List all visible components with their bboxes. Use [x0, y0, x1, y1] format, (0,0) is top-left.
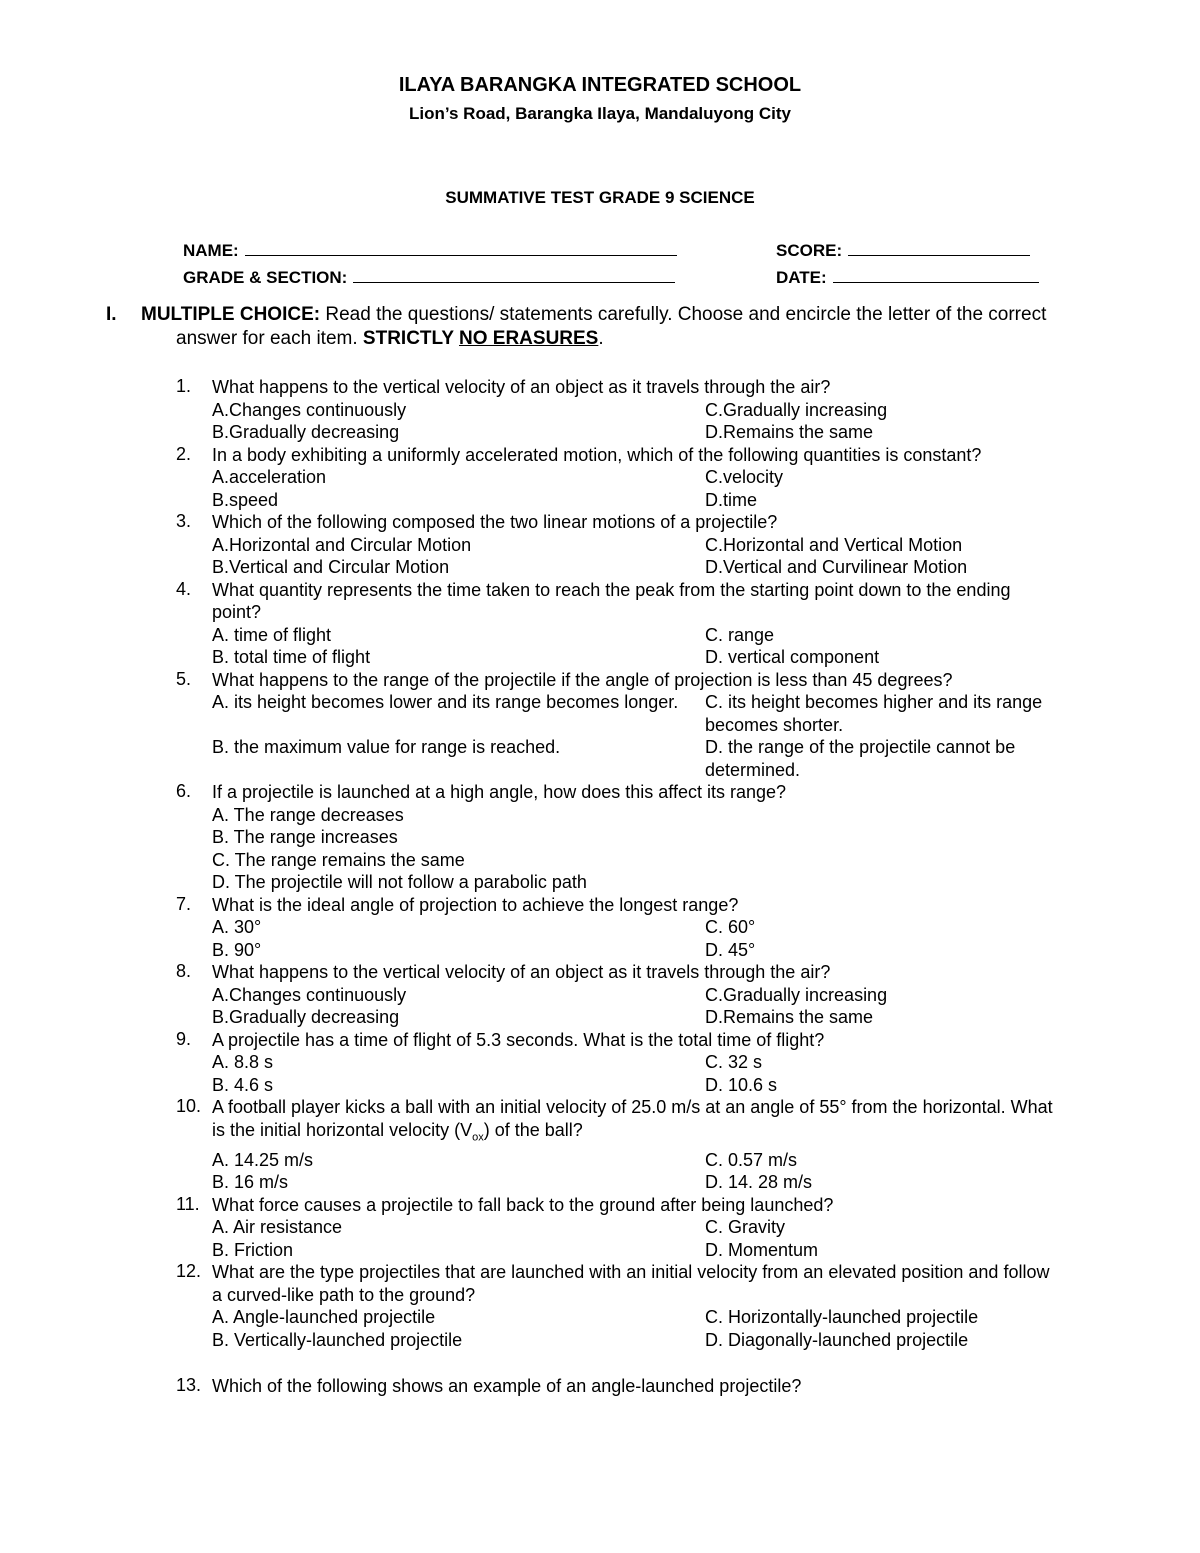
question-number: 1. [176, 376, 192, 396]
answer-option[interactable]: B.Gradually decreasing [212, 1007, 400, 1027]
option-row [212, 556, 1056, 579]
answer-options [212, 534, 1056, 579]
answer-option[interactable]: D. vertical component [705, 647, 880, 667]
name-label: NAME: [183, 241, 239, 260]
answer-options [212, 916, 1056, 961]
question-number: 6. [176, 781, 192, 801]
question-text: What happens to the vertical velocity of an object as it travels through the air? [212, 377, 831, 397]
answer-option[interactable]: A.acceleration [212, 467, 327, 487]
date-field[interactable] [776, 267, 1039, 288]
question-number: 5. [176, 668, 192, 689]
answer-options [212, 804, 1056, 894]
date-blank[interactable] [833, 267, 1039, 283]
option-row [212, 984, 1056, 1007]
answer-option[interactable]: B.Gradually decreasing [212, 422, 400, 442]
score-label: SCORE: [776, 241, 843, 260]
answer-options [212, 624, 1056, 669]
answer-option[interactable]: A.Horizontal and Circular Motion [212, 534, 472, 555]
answer-option[interactable]: D. The projectile will not follow a parabolic path [212, 872, 587, 892]
score-blank[interactable] [848, 240, 1030, 256]
question-number: 12. [176, 1261, 202, 1282]
option-row [212, 1171, 1056, 1194]
option-row [212, 916, 1056, 939]
question-text: A football player kicks a ball with an initial velocity of 25.0 m/s at an angle of 55° from the horizontal. What is the initial horizontal velocity $(V_{ox})$ of the ball? [212, 1097, 1053, 1144]
answer-option[interactable]: C.velocity [705, 467, 784, 487]
answer-options [212, 984, 1056, 1029]
question-number: 10. [176, 1096, 202, 1116]
name-blank[interactable] [245, 240, 677, 256]
question-item [176, 444, 1056, 512]
option-row [212, 1216, 1056, 1239]
answer-option[interactable]: D.Remains the same [705, 1007, 874, 1027]
question-item [176, 961, 1056, 1029]
question-item [176, 1029, 1056, 1097]
test-title: SUMMATIVE TEST GRADE 9 SCIENCE [445, 188, 755, 207]
section-heading: MULTIPLE CHOICE: [141, 304, 321, 325]
answer-option[interactable]: B. total time of flight [212, 647, 371, 667]
score-field[interactable] [776, 240, 1030, 261]
name-field[interactable] [183, 240, 677, 261]
question-item [176, 579, 1056, 669]
answer-option[interactable]: C. Gravity [705, 1217, 786, 1238]
no-erasures-label: NO ERASURES [459, 328, 599, 349]
question-text: Which of the following composed the two linear motions of a projectile? [212, 512, 778, 532]
question-item [176, 894, 1056, 962]
spacer [0, 1351, 1200, 1375]
answer-option[interactable]: A.Changes continuously [212, 984, 407, 1005]
question-number: 2. [176, 443, 192, 464]
answer-option[interactable]: B. Vertically-launched projectile [212, 1329, 463, 1350]
answer-option[interactable]: A. Angle-launched projectile [212, 1307, 436, 1328]
answer-option[interactable]: A. its height becomes lower and its range becomes longer. [212, 692, 679, 712]
answer-option[interactable]: D. Diagonally-launched projectile [705, 1329, 969, 1350]
option-row [212, 624, 1056, 647]
question-item [176, 1194, 1056, 1262]
answer-option[interactable]: C.Gradually increasing [705, 399, 888, 420]
answer-option[interactable]: A. 14.25 m/s [212, 1149, 314, 1170]
question-number: 7. [176, 893, 192, 914]
option-row [212, 1006, 1056, 1029]
option-row [212, 534, 1056, 557]
question-number: 8. [176, 961, 192, 981]
answer-option[interactable]: B.Vertical and Circular Motion [212, 557, 450, 577]
question-text: If a projectile is launched at a high angle, how does this affect its range? [212, 782, 787, 802]
option-row [212, 1329, 1056, 1352]
answer-option[interactable]: D. 14. 28 m/s [705, 1172, 813, 1193]
question-text: What is the ideal angle of projection to achieve the longest range? [212, 894, 739, 915]
subscript: ox [472, 1131, 484, 1144]
answer-option[interactable]: B. The range increases [212, 827, 398, 847]
question-item [176, 511, 1056, 579]
answer-option[interactable]: D. 10.6 s [705, 1074, 778, 1095]
question-text: What are the type projectiles that are launched with an initial velocity from an elevated position and follow a curved-like path to the ground? [212, 1262, 1050, 1305]
question-number: 4. [176, 578, 192, 599]
answer-option[interactable]: B. 16 m/s [212, 1172, 289, 1193]
question-number: 13. [176, 1375, 202, 1396]
answer-option[interactable]: B. 90° [212, 939, 262, 960]
question-text: What force causes a projectile to fall back to the ground after being launched? [212, 1194, 834, 1215]
school-address: Lion’s Road, Barangka Ilaya, Mandaluyong City [409, 104, 791, 123]
answer-options [212, 1149, 1056, 1194]
question-number: 3. [176, 511, 192, 531]
option-row [212, 1074, 1056, 1097]
option-row [212, 1239, 1056, 1262]
question-text: What happens to the vertical velocity of an object as it travels through the air? [212, 962, 831, 982]
answer-option[interactable]: B. 4.6 s [212, 1074, 274, 1095]
option-row [212, 489, 1056, 512]
answer-options [212, 691, 1056, 781]
option-row [212, 421, 1056, 444]
answer-option[interactable]: D. Momentum [705, 1239, 819, 1260]
answer-option[interactable]: B.speed [212, 489, 279, 510]
school-name: ILAYA BARANGKA INTEGRATED SCHOOL [398, 74, 802, 96]
answer-option[interactable]: C. Horizontally-launched projectile [705, 1307, 979, 1328]
question-number: 11. [176, 1193, 200, 1214]
grade-section-label: GRADE & SECTION: [183, 268, 348, 287]
answer-option[interactable]: D.Vertical and Curvilinear Motion [705, 557, 968, 577]
question-item [176, 781, 1056, 894]
answer-option[interactable]: A. Air resistance [212, 1217, 343, 1238]
answer-option[interactable]: C.Gradually increasing [705, 984, 888, 1005]
option-row [212, 646, 1056, 669]
question-number: 9. [176, 1028, 192, 1049]
option-row [212, 1149, 1056, 1172]
option-row [212, 399, 1056, 422]
answer-options [212, 399, 1056, 444]
answer-option[interactable]: C. 32 s [705, 1052, 763, 1072]
question-item [176, 376, 1056, 444]
answer-option[interactable]: A. time of flight [212, 624, 332, 645]
question-item [176, 1261, 1056, 1351]
answer-option[interactable]: C. 60° [705, 917, 756, 937]
answer-option[interactable]: C. its height becomes higher and its range becomes shorter. [705, 692, 1043, 735]
answer-option[interactable]: C. 0.57 m/s [705, 1149, 798, 1170]
question-list [0, 376, 1200, 1398]
answer-option[interactable]: B. Friction [212, 1239, 294, 1260]
strictly-label: STRICTLY [362, 328, 459, 349]
answer-options [212, 1306, 1056, 1351]
answer-option[interactable]: D. 45° [705, 939, 756, 960]
grade-section-blank[interactable] [353, 267, 675, 283]
question-item [176, 1096, 1056, 1194]
question-item [176, 1375, 1056, 1398]
answer-option[interactable]: A.Changes continuously [212, 399, 407, 420]
date-label: DATE: [776, 268, 827, 287]
answer-option[interactable]: D.time [705, 489, 758, 510]
answer-option[interactable]: C.Horizontal and Vertical Motion [705, 534, 963, 555]
answer-option[interactable]: C. range [705, 624, 775, 645]
option-row [212, 1051, 1056, 1074]
section-instruction: Read the questions/ statements carefully. Choose and encircle the letter of the correct answer for each item. [176, 304, 1047, 349]
answer-options [212, 466, 1056, 511]
answer-option[interactable]: C. The range remains the same [212, 849, 465, 870]
option-row [212, 466, 1056, 489]
section-instructions: I. MULTIPLE CHOICE: Read the questions/ statements carefully. Choose and encircle the letter of the correct answer for each item. STRICTLY NO ERASURES. [106, 304, 1047, 349]
option-row [212, 691, 1056, 736]
question-text: What happens to the range of the projectile if the angle of projection is less than 45 degrees? [212, 669, 953, 690]
answer-option[interactable]: A. 30° [212, 917, 262, 937]
answer-options [212, 1216, 1056, 1261]
option-row [212, 1306, 1056, 1329]
question-text: In a body exhibiting a uniformly accelerated motion, which of the following quantities is constant? [212, 444, 982, 465]
question-item [176, 669, 1056, 782]
answer-option[interactable]: D.Remains the same [705, 422, 874, 442]
answer-option[interactable]: B. the maximum value for range is reached. [212, 737, 561, 757]
answer-option[interactable]: A. The range decreases [212, 804, 404, 825]
answer-option[interactable]: A. 8.8 s [212, 1052, 274, 1072]
question-text: A projectile has a time of flight of 5.3 seconds. What is the total time of flight? [212, 1029, 825, 1050]
section-number: I. [106, 304, 117, 325]
answer-option[interactable]: D. the range of the projectile cannot be determined. [705, 737, 1016, 780]
question-text: What quantity represents the time taken to reach the peak from the starting point down to the ending point? [212, 579, 1011, 622]
answer-options [212, 1051, 1056, 1096]
option-row [212, 736, 1056, 781]
question-text: Which of the following shows an example of an angle-launched projectile? [212, 1376, 802, 1397]
option-row [212, 939, 1056, 962]
grade-section-field[interactable] [183, 267, 675, 288]
